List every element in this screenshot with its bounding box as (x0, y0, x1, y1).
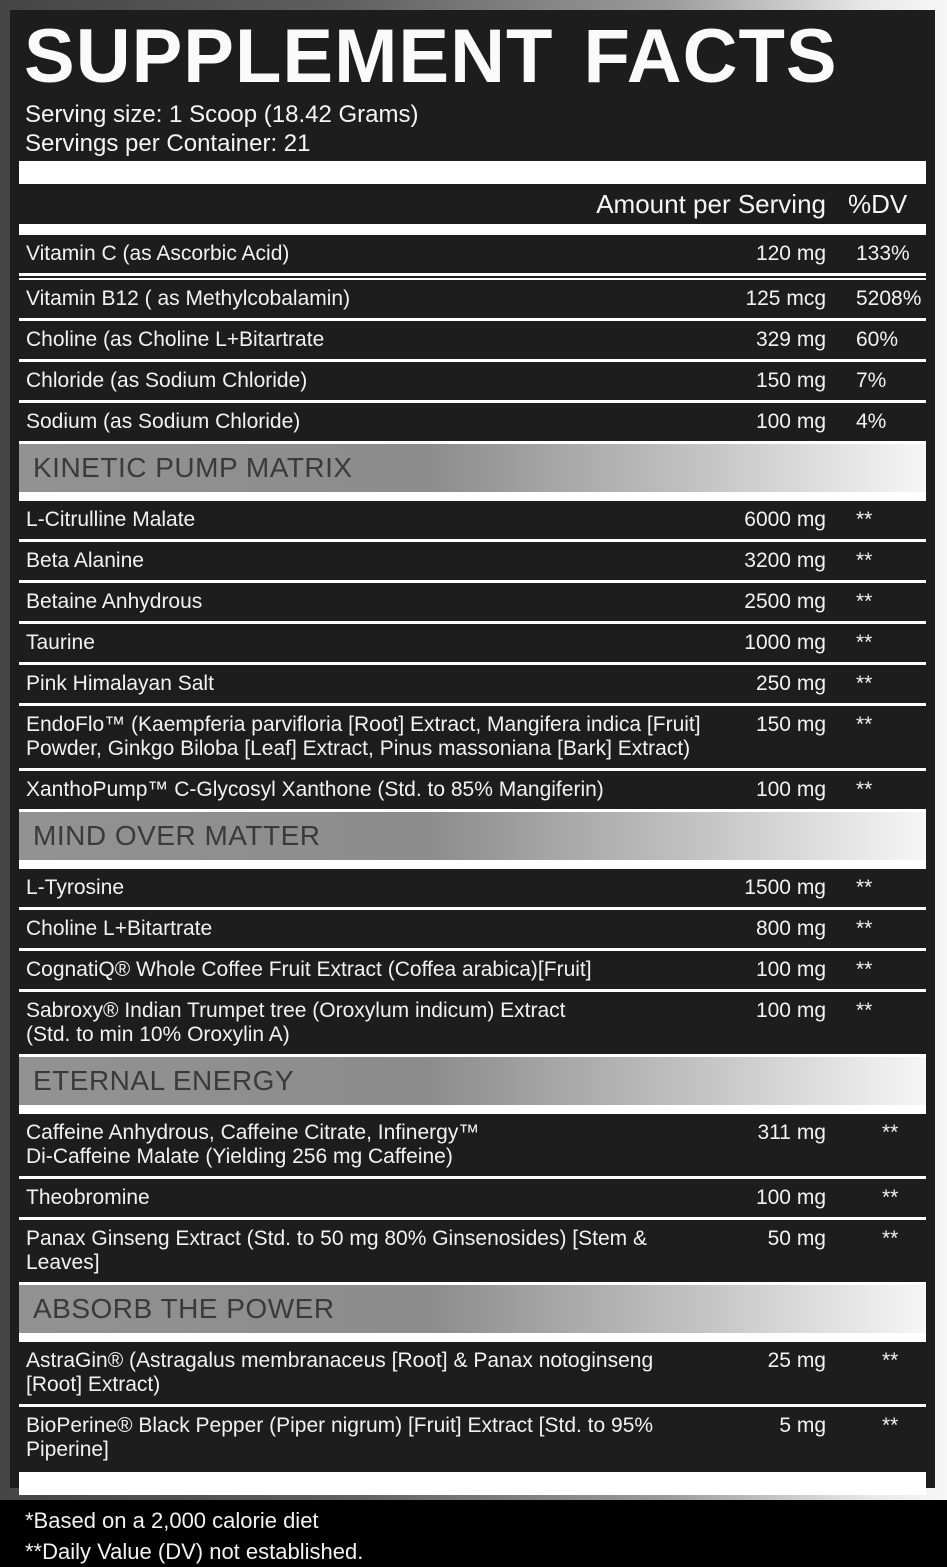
ingredient-name: Vitamin C (as Ascorbic Acid) (26, 242, 290, 265)
ingredient-amount: 100 mg (755, 1186, 826, 1209)
column-header (19, 184, 926, 224)
ingredient-amount: 125 mcg (745, 287, 826, 310)
table-row (19, 1342, 926, 1404)
divider-bar-thick (19, 1472, 926, 1495)
ingredient-amount: 100 mg (755, 999, 826, 1022)
ingredient-dv: 133% (856, 242, 910, 265)
ingredient-name: BioPerine® Black Pepper (Piper nigrum) [Fruit] Extract [Std. to 95% Piperine] (26, 1414, 654, 1461)
divider-bar-thick (19, 161, 926, 184)
section-kinetic-pump-matrix (19, 501, 926, 809)
footnote-dv-not-established: **Daily Value (DV) not established. (25, 1539, 364, 1564)
ingredient-dv: 5208% (856, 287, 922, 310)
ingredient-amount: 1500 mg (744, 876, 826, 899)
ingredient-name: L-Tyrosine (26, 876, 125, 899)
table-row (19, 992, 926, 1054)
ingredient-amount: 25 mg (767, 1349, 826, 1372)
ingredient-amount: 1000 mg (744, 631, 826, 654)
label-panel (10, 10, 935, 1564)
column-amount-label: Amount per Serving (596, 188, 826, 219)
table-row (19, 403, 926, 441)
table-row (19, 501, 926, 539)
footnote-calorie-diet: *Based on a 2,000 calorie diet (25, 1508, 319, 1533)
table-row (19, 1114, 926, 1176)
ingredient-dv: ** (882, 1186, 899, 1209)
ingredient-amount: 311 mg (757, 1121, 826, 1144)
ingredient-name-line2: (Std. to min 10% Oroxylin A) (26, 1023, 290, 1046)
row-divider (19, 273, 926, 280)
ingredient-dv: ** (856, 999, 873, 1022)
ingredient-amount: 150 mg (755, 713, 826, 736)
table-row (19, 542, 926, 580)
ingredient-name: Sodium (as Sodium Chloride) (26, 410, 301, 433)
ingredient-dv: ** (856, 508, 873, 531)
ingredient-dv: ** (882, 1227, 899, 1250)
table-row (19, 910, 926, 948)
table-row (19, 1220, 926, 1282)
section-mind-over-matter (19, 869, 926, 1054)
ingredient-dv: 60% (856, 328, 899, 351)
ingredient-name: Taurine (26, 631, 95, 654)
ingredient-name: Sabroxy® Indian Trumpet tree (Oroxylum indicum) Extract (26, 999, 566, 1022)
ingredient-amount: 800 mg (755, 917, 826, 940)
footnotes (19, 1495, 926, 1567)
page-title: SUPPLEMENT FACTS (24, 14, 838, 99)
ingredient-amount: 50 mg (767, 1227, 826, 1250)
ingredient-name: Betaine Anhydrous (26, 590, 203, 613)
ingredient-name: XanthoPump™ C-Glycosyl Xanthone (Std. to 85% Mangiferin) (26, 778, 604, 801)
ingredient-name: Chloride (as Sodium Chloride) (26, 369, 308, 392)
column-dv-label: %DV (848, 188, 908, 219)
ingredient-dv: 7% (856, 369, 887, 392)
table-row (19, 321, 926, 359)
ingredient-amount: 250 mg (755, 672, 826, 695)
ingredient-amount: 100 mg (755, 410, 826, 433)
ingredient-dv: ** (882, 1121, 899, 1144)
ingredient-amount: 329 mg (755, 328, 826, 351)
section-header-absorb-the-power: ABSORB THE POWER (19, 1282, 926, 1342)
table-row (19, 1179, 926, 1217)
table-row (19, 624, 926, 662)
ingredient-name: Panax Ginseng Extract (Std. to 50 mg 80% Ginsenosides) [Stem & Leaves] (26, 1227, 647, 1274)
ingredient-name: Theobromine (26, 1186, 150, 1209)
ingredient-dv: ** (856, 917, 873, 940)
ingredient-dv: ** (856, 778, 873, 801)
table-row (19, 583, 926, 621)
section-eternal-energy (19, 1114, 926, 1282)
ingredient-dv: ** (882, 1349, 899, 1372)
ingredient-amount: 2500 mg (744, 590, 826, 613)
ingredient-name: Beta Alanine (26, 549, 144, 572)
ingredient-name: EndoFlo™ (Kaempferia parvifloria [Root] Extract, Mangifera indica [Fruit] (26, 713, 701, 736)
ingredient-amount: 6000 mg (744, 508, 826, 531)
ingredient-dv: ** (856, 631, 873, 654)
ingredient-amount: 3200 mg (744, 549, 826, 572)
table-row (19, 665, 926, 703)
table-row (19, 951, 926, 989)
ingredient-dv: ** (882, 1414, 899, 1437)
table-row (19, 869, 926, 907)
ingredient-dv: ** (856, 713, 873, 736)
section-header-eternal-energy: ETERNAL ENERGY (19, 1054, 926, 1114)
table-row (19, 362, 926, 400)
section-header-mind-over-matter: MIND OVER MATTER (19, 809, 926, 869)
ingredient-name: AstraGin® (Astragalus membranaceus [Root] & Panax notoginseng [Root] Extract) (26, 1349, 654, 1396)
ingredient-name: Caffeine Anhydrous, Caffeine Citrate, Infinergy™ (26, 1121, 480, 1144)
ingredient-name: Pink Himalayan Salt (26, 672, 214, 695)
table-row (19, 235, 926, 273)
table-row (19, 1407, 926, 1469)
table-row (19, 280, 926, 318)
ingredient-amount: 100 mg (755, 958, 826, 981)
ingredient-amount: 150 mg (755, 369, 826, 392)
table-row (19, 706, 926, 768)
ingredient-amount: 120 mg (755, 242, 826, 265)
ingredient-amount: 100 mg (755, 778, 826, 801)
section-absorb-the-power (19, 1342, 926, 1469)
serving-size: Serving size: 1 Scoop (18.42 Grams) (25, 101, 419, 128)
ingredient-name: Vitamin B12 ( as Methylcobalamin) (26, 287, 351, 310)
servings-per-container: Servings per Container: 21 (25, 130, 311, 157)
ingredient-dv: 4% (856, 410, 887, 433)
section-header-kinetic-pump-matrix: KINETIC PUMP MATRIX (19, 441, 926, 501)
serving-info (19, 96, 926, 158)
ingredient-name: CognatiQ® Whole Coffee Fruit Extract (Coffea arabica)[Fruit] (26, 958, 592, 981)
ingredient-name-line2: Di-Caffeine Malate (Yielding 256 mg Caffeine) (26, 1145, 453, 1168)
ingredient-dv: ** (856, 672, 873, 695)
ingredient-dv: ** (856, 958, 873, 981)
divider-bar-medium (19, 224, 926, 235)
ingredient-dv: ** (856, 876, 873, 899)
ingredient-name: L-Citrulline Malate (26, 508, 196, 531)
ingredient-dv: ** (856, 549, 873, 572)
table-row (19, 771, 926, 809)
ingredient-name: Choline (as Choline L+Bitartrate (26, 328, 325, 351)
ingredient-name-line2: Powder, Ginkgo Biloba [Leaf] Extract, Pinus massoniana [Bark] Extract) (26, 737, 691, 760)
ingredient-dv: ** (856, 590, 873, 613)
ingredient-amount: 5 mg (779, 1414, 826, 1437)
ingredient-name: Choline L+Bitartrate (26, 917, 213, 940)
